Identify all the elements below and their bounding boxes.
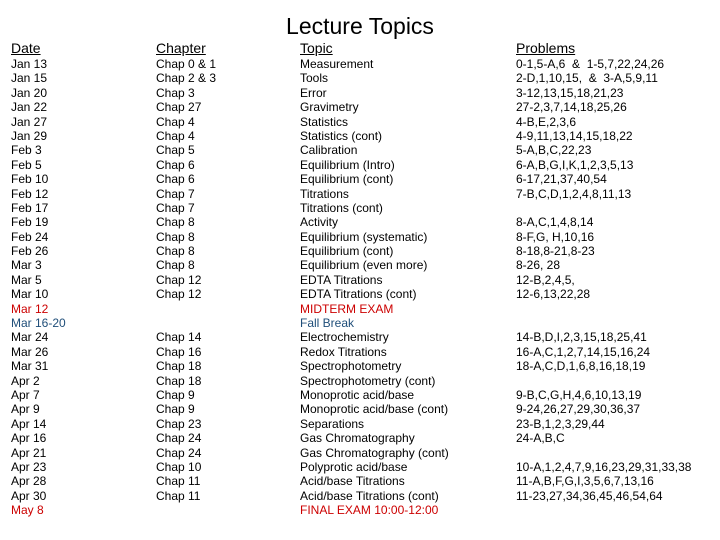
chapter-cell: Chap 7 xyxy=(156,200,195,215)
topic-column xyxy=(300,57,510,518)
date-cell: Jan 15 xyxy=(11,71,48,86)
chapter-cell: Chap 6 xyxy=(156,157,195,172)
problems-cell xyxy=(516,374,716,388)
problems-cell: 11-A,B,F,G,I,3,5,6,7,13,16 xyxy=(516,474,654,489)
chapter-cell: Chap 12 xyxy=(156,287,202,302)
date-cell: Mar 12 xyxy=(11,301,49,316)
problems-cell xyxy=(516,446,716,460)
date-cell: Mar 24 xyxy=(11,330,49,345)
topic-cell: Tools xyxy=(300,71,329,86)
problems-cell: 12-B,2,4,5, xyxy=(516,272,575,287)
date-cell: Apr 30 xyxy=(11,488,47,503)
chapter-cell: Chap 6 xyxy=(156,172,195,187)
problems-cell: 8-26, 28 xyxy=(516,258,561,273)
date-cell: Feb 10 xyxy=(11,172,49,187)
date-cell: Mar 16-20 xyxy=(11,316,66,331)
date-cell: Jan 20 xyxy=(11,85,48,100)
chapter-cell: Chap 18 xyxy=(156,359,202,374)
date-cell: Apr 7 xyxy=(11,387,40,402)
date-cell: Feb 26 xyxy=(11,244,49,259)
date-cell: Apr 21 xyxy=(11,445,47,460)
chapter-cell: Chap 9 xyxy=(156,402,195,417)
problems-cell: 24-A,B,C xyxy=(516,431,565,446)
topic-cell: Statistics xyxy=(300,114,349,129)
problems-cell: 9-24,26,27,29,30,36,37 xyxy=(516,402,641,417)
problems-cell: 8-A,C,1,4,8,14 xyxy=(516,215,594,230)
chapter-cell: Chap 23 xyxy=(156,416,202,431)
date-cell: Jan 22 xyxy=(11,100,48,115)
problems-cell: 0-1,5-A,6 & 1-5,7,22,24,26 xyxy=(516,57,665,71)
header-topic: Topic xyxy=(300,40,333,56)
chapter-cell: Chap 14 xyxy=(156,330,202,345)
chapter-cell: Chap 8 xyxy=(156,244,195,259)
topic-cell: Equilibrium (cont) xyxy=(300,172,394,187)
chapter-cell: Chap 5 xyxy=(156,143,195,158)
topic-cell: Gravimetry xyxy=(300,100,359,115)
topic-cell: Equilibrium (Intro) xyxy=(300,157,395,172)
chapter-cell: Chap 16 xyxy=(156,344,202,359)
date-cell: Feb 3 xyxy=(11,143,42,158)
topic-cell: Activity xyxy=(300,215,339,230)
date-cell: Apr 23 xyxy=(11,459,47,474)
date-cell: Feb 24 xyxy=(11,229,49,244)
problems-cell: 8-F,G, H,10,16 xyxy=(516,229,595,244)
problems-cell: 11-23,27,34,36,45,46,54,64 xyxy=(516,488,663,503)
topic-cell: Acid/base Titrations xyxy=(300,474,405,489)
topic-cell: Redox Titrations xyxy=(300,344,387,359)
date-cell: Jan 13 xyxy=(11,57,48,71)
chapter-cell: Chap 11 xyxy=(156,488,201,503)
date-cell: Mar 10 xyxy=(11,287,49,302)
problems-cell: 7-B,C,D,1,2,4,8,11,13 xyxy=(516,186,632,201)
date-cell: Jan 27 xyxy=(11,114,48,129)
topic-cell: FINAL EXAM 10:00-12:00 xyxy=(300,503,439,518)
header-date: Date xyxy=(11,40,41,56)
topic-cell: MIDTERM EXAM xyxy=(300,301,394,316)
topic-cell: Spectrophotometry xyxy=(300,359,402,374)
chapter-cell xyxy=(156,503,286,517)
chapter-cell: Chap 0 & 1 xyxy=(156,57,217,71)
topic-cell: Gas Chromatography (cont) xyxy=(300,445,449,460)
header-chapter: Chapter xyxy=(156,40,206,56)
topic-cell: Electrochemistry xyxy=(300,330,389,345)
topic-cell: Equilibrium (systematic) xyxy=(300,229,428,244)
page-title: Lecture Topics xyxy=(286,13,434,39)
problems-cell: 18-A,C,D,1,6,8,16,18,19 xyxy=(516,359,646,374)
chapter-cell: Chap 4 xyxy=(156,114,195,129)
topic-cell: EDTA Titrations xyxy=(300,272,383,287)
date-cell: Apr 16 xyxy=(11,431,47,446)
date-cell: May 8 xyxy=(11,503,44,518)
chapter-cell: Chap 8 xyxy=(156,258,195,273)
chapter-cell: Chap 3 xyxy=(156,85,195,100)
topic-cell: Monoprotic acid/base (cont) xyxy=(300,402,449,417)
problems-cell: 3-12,13,15,18,21,23 xyxy=(516,85,624,100)
header-problems: Problems xyxy=(516,40,576,56)
chapter-cell: Chap 12 xyxy=(156,272,202,287)
chapter-cell: Chap 24 xyxy=(156,431,202,446)
problems-cell xyxy=(516,316,716,330)
topic-cell: Titrations xyxy=(300,186,349,201)
chapter-cell: Chap 10 xyxy=(156,459,202,474)
problems-cell: 8-18,8-21,8-23 xyxy=(516,244,595,259)
chapter-cell: Chap 4 xyxy=(156,128,195,143)
date-cell: Feb 19 xyxy=(11,215,49,230)
problems-cell: 6-17,21,37,40,54 xyxy=(516,172,607,187)
date-cell: Mar 3 xyxy=(11,258,42,273)
problems-column xyxy=(516,57,716,518)
problems-cell: 4-9,11,13,14,15,18,22 xyxy=(516,128,633,143)
problems-cell: 10-A,1,2,4,7,9,16,23,29,31,33,38 xyxy=(516,459,692,474)
problems-cell xyxy=(516,302,716,316)
date-cell: Apr 14 xyxy=(11,416,47,431)
chapter-cell: Chap 11 xyxy=(156,474,201,489)
topic-cell: Equilibrium (even more) xyxy=(300,258,428,273)
topic-cell: Spectrophotometry (cont) xyxy=(300,373,436,388)
topic-cell: Calibration xyxy=(300,143,358,158)
date-cell: Mar 26 xyxy=(11,344,49,359)
date-cell: Apr 28 xyxy=(11,474,47,489)
problems-cell: 16-A,C,1,2,7,14,15,16,24 xyxy=(516,344,651,359)
problems-cell: 4-B,E,2,3,6 xyxy=(516,114,577,129)
problems-cell xyxy=(516,503,716,517)
topic-cell: Error xyxy=(300,85,327,100)
date-cell: Feb 12 xyxy=(11,186,49,201)
topic-cell: Statistics (cont) xyxy=(300,128,383,143)
chapter-cell: Chap 8 xyxy=(156,229,195,244)
chapter-cell: Chap 24 xyxy=(156,445,202,460)
chapter-cell: Chap 18 xyxy=(156,373,202,388)
problems-cell: 23-B,1,2,3,29,44 xyxy=(516,416,605,431)
topic-cell: Gas Chromatography xyxy=(300,431,415,446)
chapter-cell: Chap 2 & 3 xyxy=(156,71,217,86)
chapter-cell: Chap 7 xyxy=(156,186,195,201)
chapter-cell: Chap 27 xyxy=(156,100,202,115)
date-cell: Feb 5 xyxy=(11,157,42,172)
topic-cell: EDTA Titrations (cont) xyxy=(300,287,417,302)
chapter-cell xyxy=(156,316,286,330)
chapter-cell: Chap 8 xyxy=(156,215,195,230)
date-cell: Apr 9 xyxy=(11,402,40,417)
topic-cell: Measurement xyxy=(300,57,374,71)
problems-cell: 14-B,D,I,2,3,15,18,25,41 xyxy=(516,330,647,345)
chapter-cell: Chap 9 xyxy=(156,387,195,402)
problems-cell: 12-6,13,22,28 xyxy=(516,287,591,302)
topic-cell: Monoprotic acid/base xyxy=(300,387,415,402)
problems-cell xyxy=(516,201,716,215)
chapter-cell xyxy=(156,302,286,316)
problems-cell: 5-A,B,C,22,23 xyxy=(516,143,592,158)
topic-cell: Separations xyxy=(300,416,365,431)
date-cell: Feb 17 xyxy=(11,200,49,215)
topic-cell: Fall Break xyxy=(300,316,355,331)
date-cell: Apr 2 xyxy=(11,373,40,388)
topic-cell: Titrations (cont) xyxy=(300,200,383,215)
problems-cell: 6-A,B,G,I,K,1,2,3,5,13 xyxy=(516,157,634,172)
problems-cell: 27-2,3,7,14,18,25,26 xyxy=(516,100,627,115)
date-cell: Jan 29 xyxy=(11,128,48,143)
date-cell: Mar 31 xyxy=(11,359,49,374)
topic-cell: Acid/base Titrations (cont) xyxy=(300,488,439,503)
problems-cell: 9-B,C,G,H,4,6,10,13,19 xyxy=(516,387,642,402)
problems-cell: 2-D,1,10,15, & 3-A,5,9,11 xyxy=(516,71,658,86)
date-column xyxy=(11,57,141,518)
chapter-column xyxy=(156,57,286,518)
topic-cell: Polyprotic acid/base xyxy=(300,459,408,474)
topic-cell: Equilibrium (cont) xyxy=(300,244,394,259)
date-cell: Mar 5 xyxy=(11,272,42,287)
